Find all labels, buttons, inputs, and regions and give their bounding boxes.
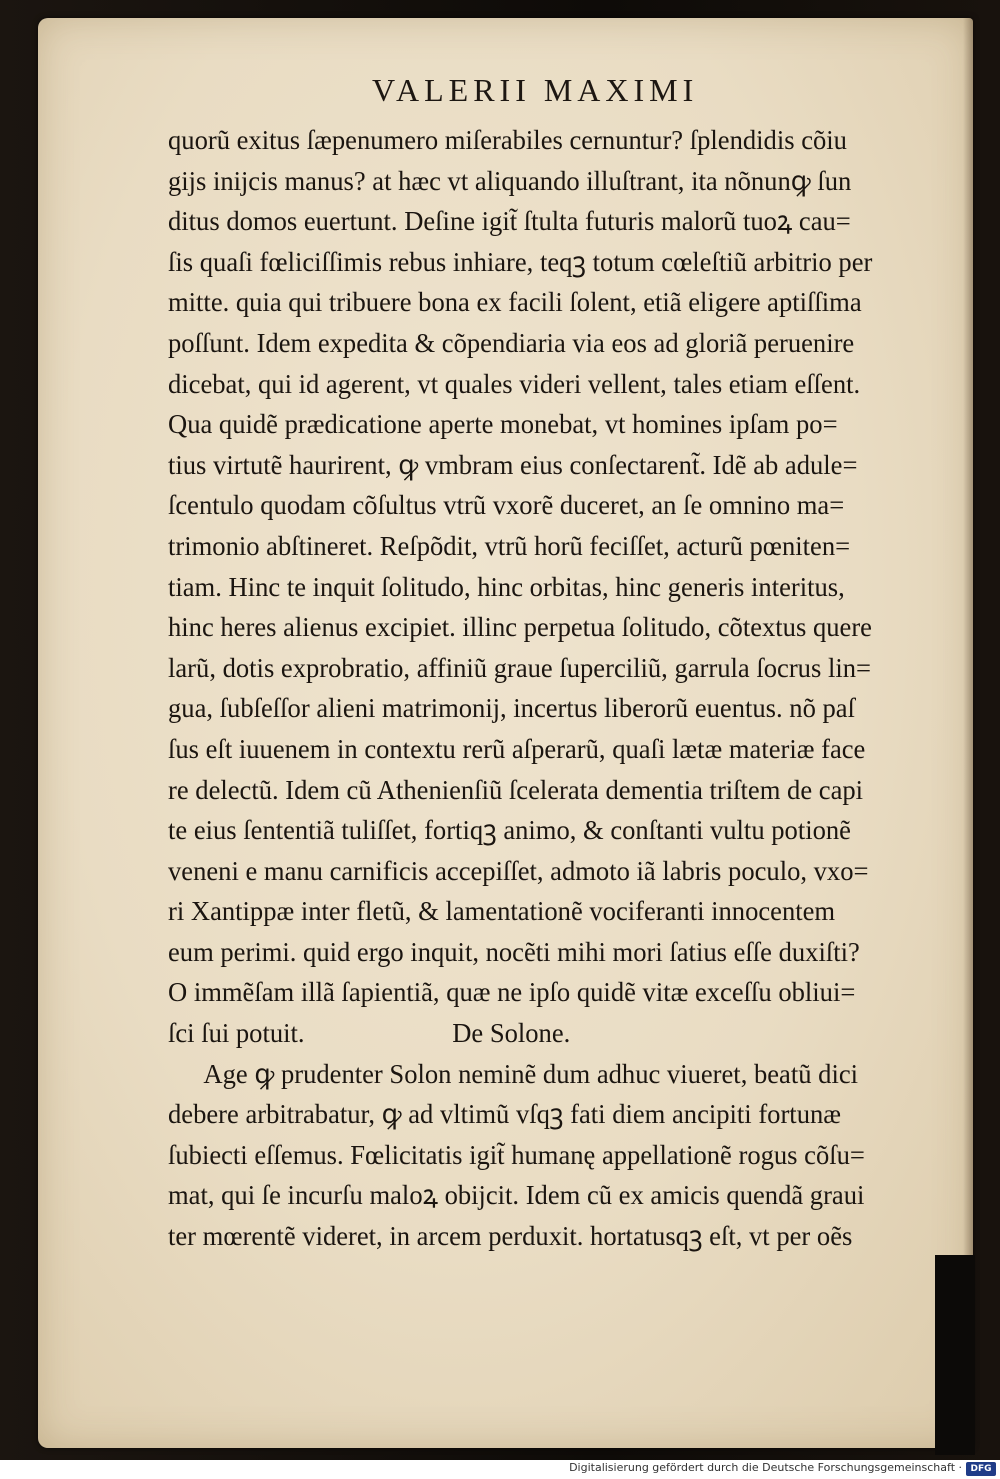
text-line: ſus eſt iuuenem in contextu rerũ aſperarũ, quaſi lætæ materiæ face (168, 733, 866, 764)
text-line: tius virtutẽ haurirent, ꝙ vmbram eius conſectarent̃. Idẽ ab adule= (168, 449, 858, 480)
text-line: ſcentulo quodam cõſultus vtrũ vxorẽ duceret, an ſe omnino ma= (168, 490, 845, 521)
text-line: tiam. Hinc te inquit ſolitudo, hinc orbitas, hinc generis interitus, (168, 571, 845, 602)
text-line: debere arbitrabatur, ꝙ ad vltimũ vſqꝫ fati diem ancipiti fortunæ (168, 1099, 842, 1130)
text-line: hinc heres alienus excipiet. illinc perpetua ſolitudo, cõtextus quere (168, 612, 872, 643)
dfg-logo: DFG (966, 1462, 996, 1476)
body-text (168, 120, 928, 1257)
text-line: Qua quidẽ prædicatione aperte monebat, vt homines ipſam po= (168, 409, 838, 440)
text-line: Age ꝙ prudenter Solon neminẽ dum adhuc viueret, beatũ dici (203, 1058, 859, 1089)
torn-page-corner (935, 1255, 975, 1455)
running-head: VALERII MAXIMI (372, 72, 699, 108)
text-line: gua, ſubſeſſor alieni matrimonĳ, incertus liberorũ euentus. nõ paſ (168, 693, 855, 724)
text-line: O immẽſam illã ſapientiã, quæ ne ipſo quidẽ vitæ exceſſu obliui= (168, 977, 856, 1008)
text-line: poſſunt. Idem expedita & cõpendiaria via eos ad gloriã peruenire (168, 327, 855, 358)
text-line: eum perimi. quid ergo inquit, nocẽti mihi mori ſatius eſſe duxiſti? (168, 936, 860, 967)
text-line: quorũ exitus ſæpenumero miſerabiles cernuntur? ſplendidis cõiu (168, 125, 847, 155)
text-line (168, 1013, 916, 1054)
text-line: mitte. quia qui tribuere bona ex facili ſolent, etiã eligere aptiſſima (168, 287, 862, 318)
text-line: mat, qui ſe incurſu maloꝝ obĳcit. Idem cũ ex amicis quendã graui (168, 1180, 865, 1211)
text-line: veneni e manu carnificis accepiſſet, admoto iã labris poculo, vxo= (168, 855, 869, 886)
text-line: ditus domos euertunt. Deſine igit̃ ſtulta futuris malorũ tuoꝝ cau= (168, 206, 851, 237)
text-line: ſis quaſi fœliciſſimis rebus inhiare, teqꝫ totum cœleſtiũ arbitrio per (168, 246, 873, 277)
text-line: dicebat, qui id agerent, vt quales videri vellent, tales etiam eſſent. (168, 368, 861, 399)
text-line: larũ, dotis exprobratio, affiniũ graue ſuperciliũ, garrula ſocrus lin= (168, 652, 871, 683)
page-edge-shadow (963, 18, 973, 1448)
section-heading: De Solone. (452, 1018, 571, 1049)
text-line: re delectũ. Idem cũ Athenienſiũ ſcelerata dementia triſtem de capi (168, 774, 864, 805)
text-line: te eius ſententiã tuliſſet, fortiqꝫ animo, & conſtanti vultu potionẽ (168, 815, 851, 846)
text-line-content: ſci ſui potuit. (168, 1018, 305, 1049)
text-line: ter mœrentẽ videret, in arcem perduxit. hortatusqꝫ eſt, vt per oẽs (168, 1221, 853, 1252)
text-line: trimonio abſtineret. Reſpõdit, vtrũ horũ feciſſet, acturũ pœniten= (168, 530, 851, 561)
text-line: ſubiecti eſſemus. Fœlicitatis igit̃ humanę appellationẽ rogus cõſu= (168, 1139, 865, 1170)
footer-credit: Digitalisierung gefördert durch die Deutsche Forschungsgemeinschaft · (569, 1461, 962, 1474)
text-line: gĳs inĳcis manus? at hæc vt aliquando illuſtrant, ita nõnunꝙ ſun (168, 165, 852, 196)
text-line: ri Xantippæ inter fletũ, & lamentationẽ vociferanti innocentem (168, 896, 836, 927)
